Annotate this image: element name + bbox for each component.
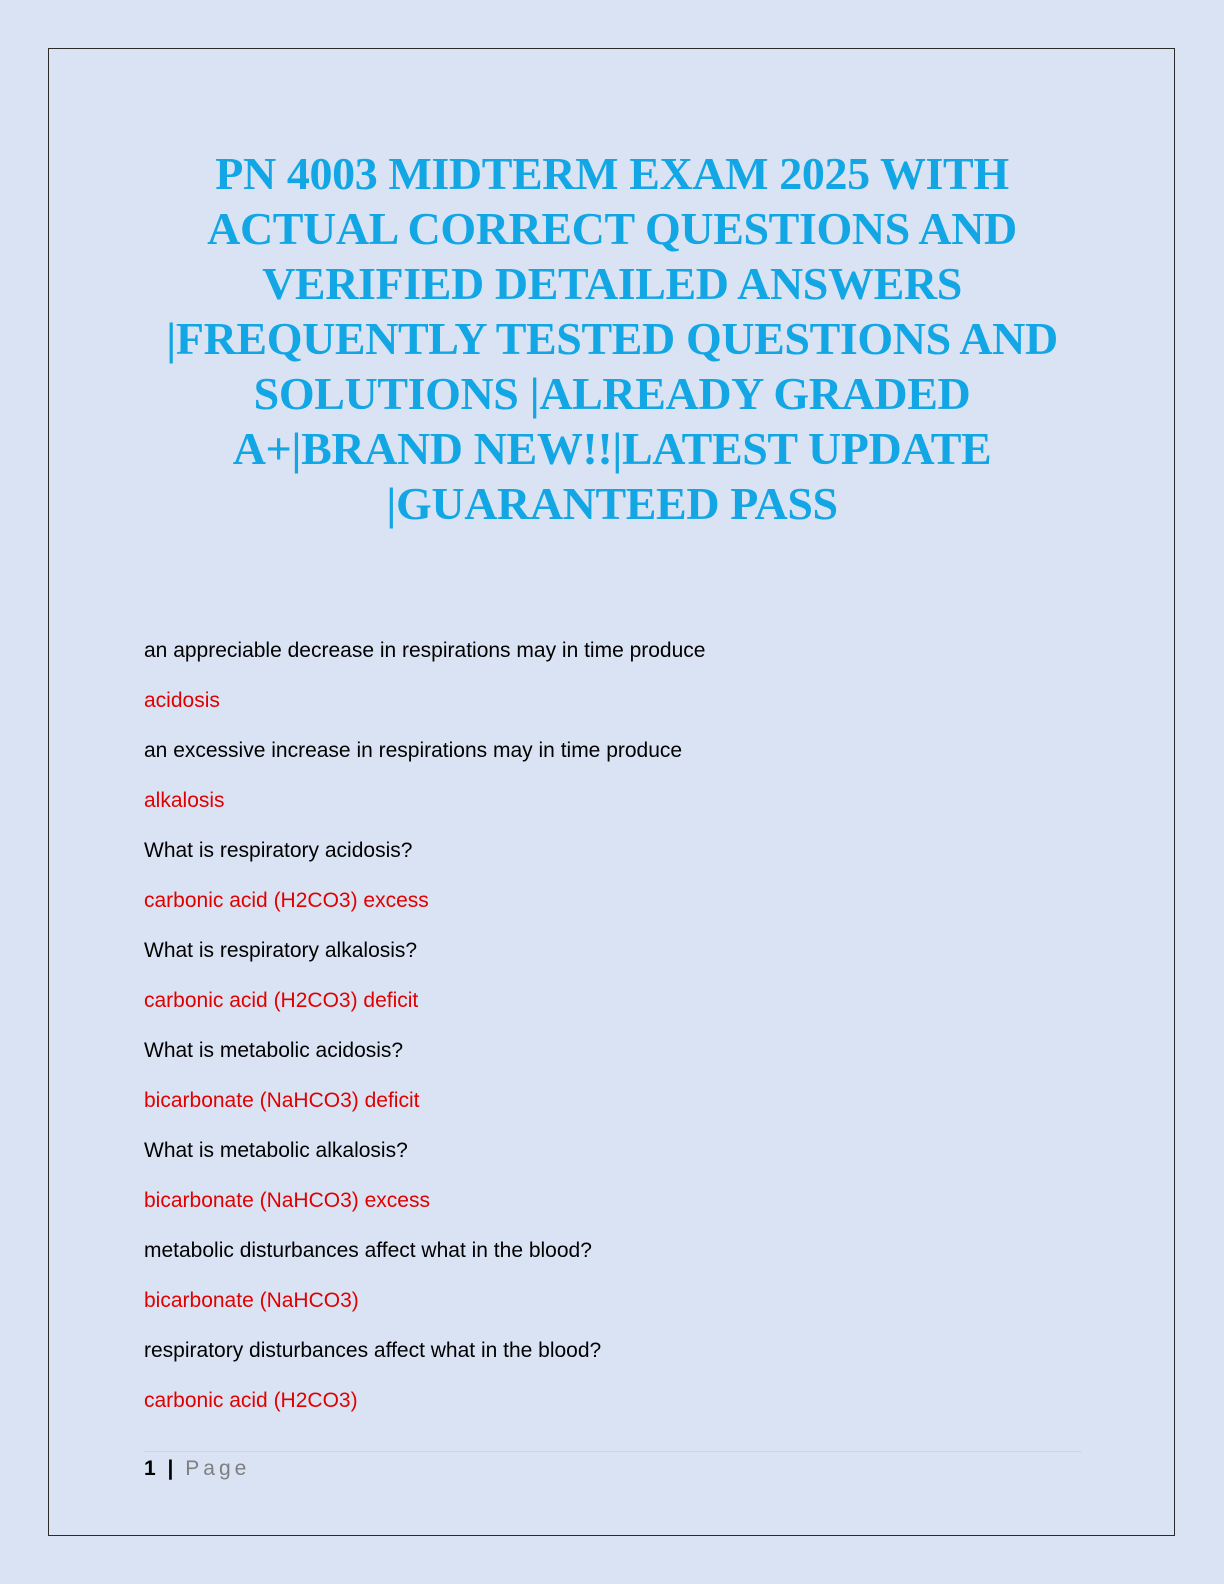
answer-text: bicarbonate (NaHCO3) deficit (144, 1089, 420, 1112)
question-text: What is respiratory alkalosis? (144, 939, 418, 962)
page-separator: | (167, 1457, 174, 1480)
title-line: |FREQUENTLY TESTED QUESTIONS AND (166, 313, 1058, 364)
answer-text: carbonic acid (H2CO3) deficit (144, 989, 419, 1012)
page-number: 1 (144, 1457, 156, 1480)
title-line: VERIFIED DETAILED ANSWERS (262, 258, 962, 309)
question-text: What is metabolic alkalosis? (144, 1139, 408, 1162)
question-text: metabolic disturbances affect what in the blood? (144, 1239, 592, 1262)
question-text: What is metabolic acidosis? (144, 1039, 404, 1062)
title-line: ACTUAL CORRECT QUESTIONS AND (207, 203, 1017, 254)
answer-text: bicarbonate (NaHCO3) excess (144, 1189, 430, 1212)
question-text: an appreciable decrease in respirations may in time produce (144, 639, 706, 662)
title-line: PN 4003 MIDTERM EXAM 2025 WITH (215, 148, 1009, 199)
answer-text: carbonic acid (H2CO3) excess (144, 889, 429, 912)
qa-list (144, 637, 1084, 1437)
page-label: Page (185, 1457, 251, 1480)
answer-text: alkalosis (144, 789, 225, 812)
title-line: A+|BRAND NEW!!|LATEST UPDATE (232, 423, 992, 474)
question-text: respiratory disturbances affect what in the blood? (144, 1339, 602, 1362)
title-line: SOLUTIONS |ALREADY GRADED (253, 368, 971, 419)
answer-text: acidosis (144, 689, 220, 712)
title-line: |GUARANTEED PASS (386, 478, 838, 529)
footer-divider (144, 1451, 1082, 1452)
document-title (110, 146, 1114, 531)
answer-text: bicarbonate (NaHCO3) (144, 1289, 359, 1312)
answer-text: carbonic acid (H2CO3) (144, 1389, 358, 1412)
question-text: an excessive increase in respirations may in time produce (144, 739, 683, 762)
question-text: What is respiratory acidosis? (144, 839, 413, 862)
page-footer (144, 1455, 250, 1483)
